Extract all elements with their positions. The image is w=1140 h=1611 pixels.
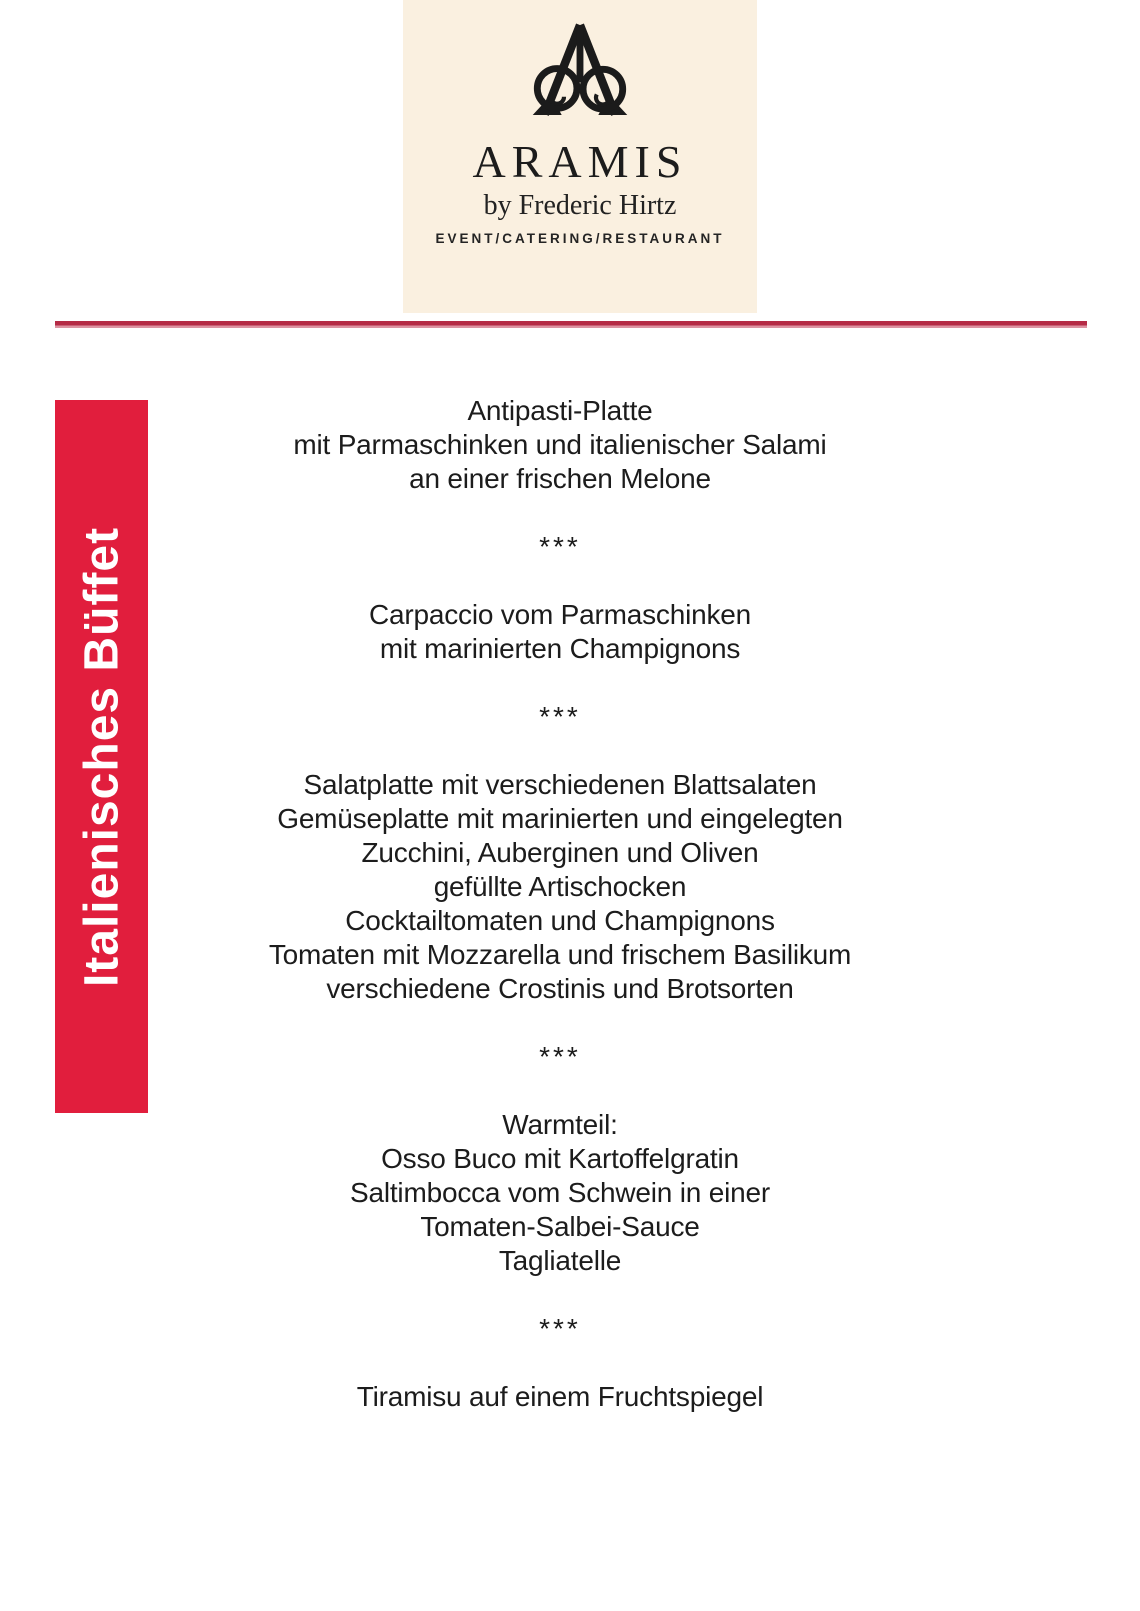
menu-section <box>148 1380 972 1414</box>
menu-section <box>148 394 972 496</box>
menu-line: mit Parmaschinken und italienischer Salami <box>293 429 827 460</box>
menu-line: Tomaten mit Mozzarella und frischem Basilikum <box>268 939 852 970</box>
menu-line: Antipasti-Platte <box>467 395 653 426</box>
banner-title: Italienisches Büffet <box>75 526 128 987</box>
menu <box>148 394 972 1414</box>
side-banner <box>55 400 148 1113</box>
course-separator: *** <box>539 531 581 562</box>
menu-section <box>148 598 972 666</box>
brand-subtitle: EVENT/CATERING/RESTAURANT <box>435 231 725 246</box>
menu-line: Tagliatelle <box>498 1245 622 1276</box>
menu-line: Cocktailtomaten und Champignons <box>345 905 775 936</box>
course-separator: *** <box>539 701 581 732</box>
menu-line: Carpaccio vom Parmaschinken <box>368 599 752 630</box>
menu-line: Tomaten-Salbei-Sauce <box>420 1211 700 1242</box>
menu-section <box>148 1108 972 1278</box>
menu-line: Warmteil: <box>502 1109 618 1140</box>
aramis-monogram-icon <box>519 18 641 129</box>
menu-line: verschiedene Crostinis und Brotsorten <box>326 973 794 1004</box>
header-divider-rule <box>55 321 1087 328</box>
menu-line: Saltimbocca vom Schwein in einer <box>349 1177 770 1208</box>
menu-line: Salatplatte mit verschiedenen Blattsalaten <box>303 769 817 800</box>
menu-line: mit marinierten Champignons <box>379 633 741 664</box>
brand-name: ARAMIS <box>472 136 688 187</box>
menu-line: gefüllte Artischocken <box>433 871 687 902</box>
course-separator: *** <box>539 1041 581 1072</box>
menu-line: Gemüseplatte mit marinierten und eingelegten <box>277 803 843 834</box>
menu-section <box>148 768 972 1006</box>
menu-line: Osso Buco mit Kartoffelgratin <box>381 1143 739 1174</box>
course-separator: *** <box>539 1313 581 1344</box>
brand-tagline: by Frederic Hirtz <box>483 190 677 221</box>
menu-line: an einer frischen Melone <box>409 463 711 494</box>
menu-line: Tiramisu auf einem Fruchtspiegel <box>356 1381 764 1412</box>
brand-header-card <box>403 0 757 313</box>
menu-line: Zucchini, Auberginen und Oliven <box>361 837 759 868</box>
